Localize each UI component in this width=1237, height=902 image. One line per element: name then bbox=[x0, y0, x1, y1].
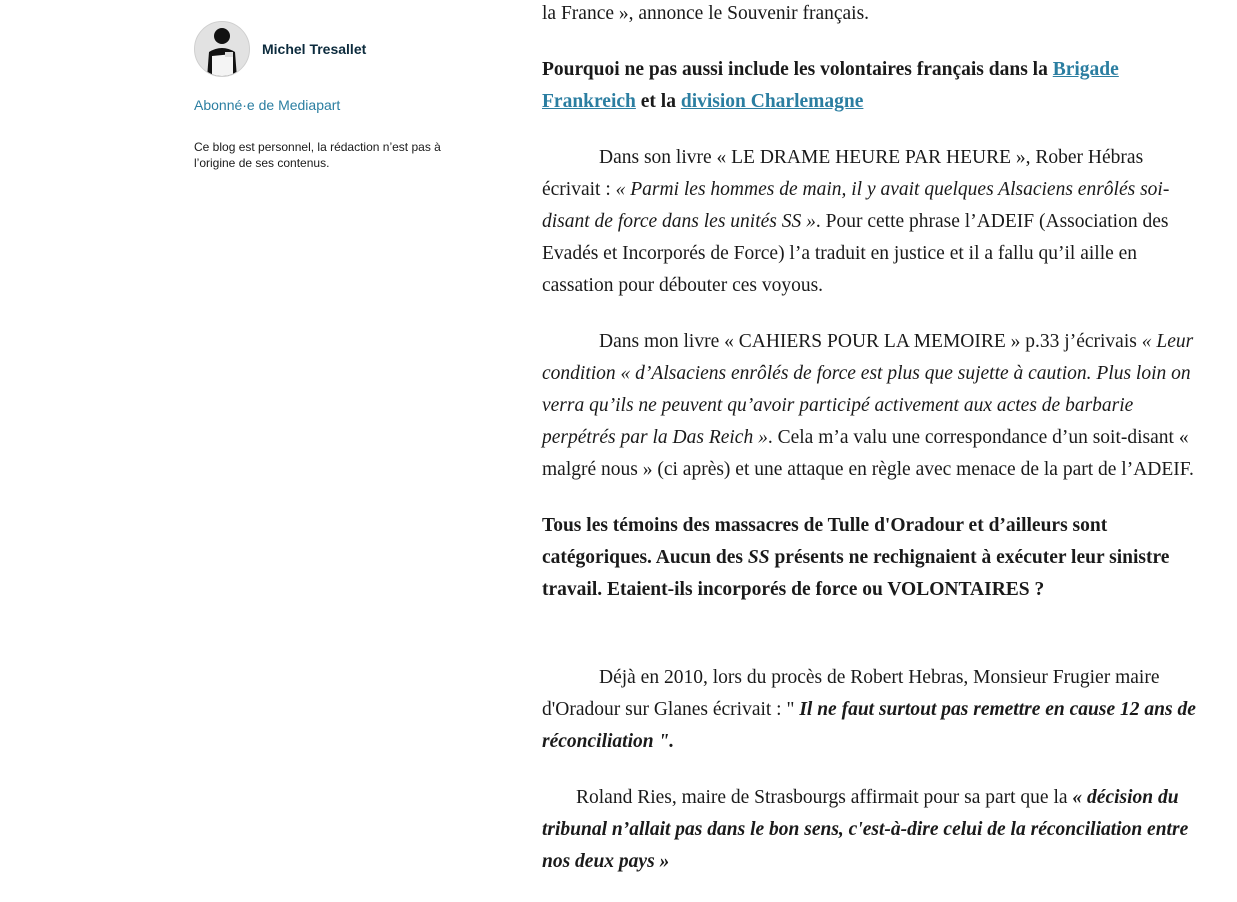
user-silhouette-icon bbox=[195, 22, 250, 77]
paragraph-volunteers-text: Pourquoi ne pas aussi include les volontaires français dans la bbox=[542, 59, 1053, 80]
author-sidebar bbox=[194, 21, 484, 171]
subscriber-label: Abonné·e de Mediapart bbox=[194, 97, 341, 113]
ries-quote: « décision du tribunal n’allait pas dans le bon sens, c'est-à-dire celui de la réconciliation entre nos deux pays » bbox=[542, 787, 1189, 872]
paragraph-witnesses bbox=[542, 510, 1202, 606]
author-name-link[interactable]: Michel Tresallet bbox=[262, 41, 367, 57]
link-division-charlemagne[interactable]: division Charlemagne bbox=[680, 91, 864, 112]
cahiers-quote: « Leur condition « d’Alsaciens enrôlés de force est plus que sujette à caution. Plus loin on verra qu’ils ne peuvent qu’avoir participé activement aux actes de barbarie perpétrés par la Das Reich » bbox=[542, 331, 1194, 448]
paragraph-hebras-book bbox=[542, 142, 1202, 302]
paragraph-volunteers-connector: et la bbox=[635, 91, 681, 112]
paragraph-hebras-text: Dans son livre « LE DRAME HEURE PAR HEURE », Rober Hébras écrivait : bbox=[542, 147, 1144, 200]
paragraph-witnesses-text: Tous les témoins des massacres de Tulle d'Oradour et d’ailleurs sont catégoriques. Aucun des bbox=[542, 515, 1108, 568]
avatar[interactable] bbox=[194, 21, 250, 77]
paragraph-intro: la France », annonce le Souvenir français. bbox=[542, 3, 870, 24]
link-brigade-frankreich[interactable]: Brigade Frankreich bbox=[542, 59, 1119, 112]
paragraph-cahiers-text: Dans mon livre « CAHIERS POUR LA MEMOIRE » p.33 j’écrivais bbox=[599, 331, 1142, 352]
paragraph-frugier bbox=[542, 662, 1202, 758]
blog-disclaimer: Ce blog est personnel, la rédaction n’est pas à l’origine de ses contenus. bbox=[194, 140, 441, 170]
paragraph-witnesses-rest: présents ne rechignaient à exécuter leur sinistre travail. Etaient-ils incorporés de force ou VOLONTAIRES ? bbox=[542, 547, 1170, 600]
hebras-quote: « Parmi les hommes de main, il y avait quelques Alsaciens enrôlés soi-disant de force dans les unités SS » bbox=[542, 179, 1170, 232]
paragraph-hebras-rest: . Pour cette phrase l’ADEIF (Association des Evadés et Incorporés de Force) l’a traduit en justice et il a fallu qu’il aille en cassation pour débouter ces voyous. bbox=[542, 211, 1169, 296]
paragraph-volunteers bbox=[542, 54, 1202, 118]
paragraph-cahiers-rest: . Cela m’a valu une correspondance d’un soit-disant « malgré nous » (ci après) et une attaque en règle avec menace de la part de l’ADEIF. bbox=[542, 427, 1194, 480]
paragraph-ries bbox=[542, 782, 1202, 878]
paragraph-frugier-text: Déjà en 2010, lors du procès de Robert Hebras, Monsieur Frugier maire d'Oradour sur Glanes écrivait : " bbox=[542, 667, 1160, 720]
paragraph-cahiers-book bbox=[542, 326, 1202, 486]
paragraph-ries-text: Roland Ries, maire de Strasbourgs affirmait pour sa part que la bbox=[576, 787, 1073, 808]
author-block bbox=[194, 21, 484, 77]
spacer bbox=[542, 630, 1202, 662]
article-body bbox=[542, 0, 1202, 902]
ss-emphasis: SS bbox=[747, 547, 770, 568]
frugier-quote: Il ne faut surtout pas remettre en cause 12 ans de réconciliation ". bbox=[542, 699, 1196, 752]
